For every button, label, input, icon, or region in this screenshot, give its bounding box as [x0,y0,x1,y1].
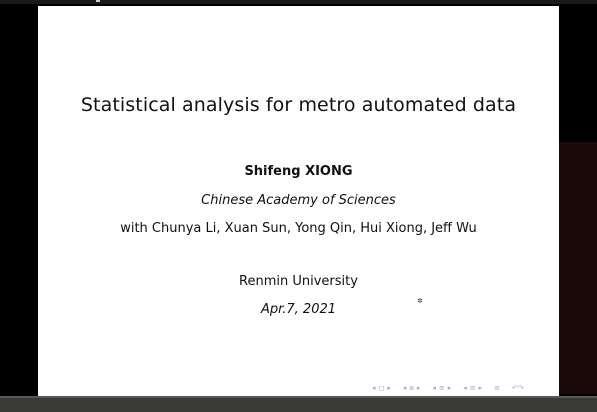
slide-date: Apr.7, 2021 [260,302,337,317]
pointer-cursor-icon: ✲ [417,297,423,305]
bottom-bar-highlight [0,396,597,398]
first-frame-icon[interactable]: ◂ [372,384,376,392]
prev-section-icon[interactable]: ◂ [432,384,436,392]
next-subsection-icon[interactable]: ▸ [416,384,421,392]
next-frame-icon[interactable]: ▸ [387,384,391,392]
bottom-bar [0,396,597,412]
next-section-icon[interactable]: ▸ [447,384,452,392]
slide-coauthors: with Chunya Li, Xuan Sun, Yong Qin, Hui Xiong, Jeff Wu [120,221,477,236]
frame-icon[interactable]: ◻ [378,384,385,392]
prev-subsection-icon[interactable]: ◂ [402,384,407,392]
slide-venue: Renmin University [239,274,358,289]
prev-part-icon[interactable]: ◂ [463,384,467,392]
align-icon[interactable]: ≡ [494,384,501,392]
top-mark [96,0,100,2]
presentation-slide [38,6,559,396]
beamer-navigation-bar [372,383,524,393]
subsection-icon[interactable]: ⧈ [409,384,414,392]
section-icon[interactable]: ≡ [438,384,445,392]
top-strip [0,0,597,4]
zoom-icon[interactable]: ↶↷ [512,384,524,392]
slide-author: Shifeng XIONG [244,164,353,179]
slide-institution: Chinese Academy of Sciences [201,193,396,208]
slide-title: Statistical analysis for metro automated data [80,94,517,116]
part-icon[interactable]: ≡ [469,384,476,392]
next-part-icon[interactable]: ▸ [478,384,483,392]
right-dark-panel [559,142,597,394]
